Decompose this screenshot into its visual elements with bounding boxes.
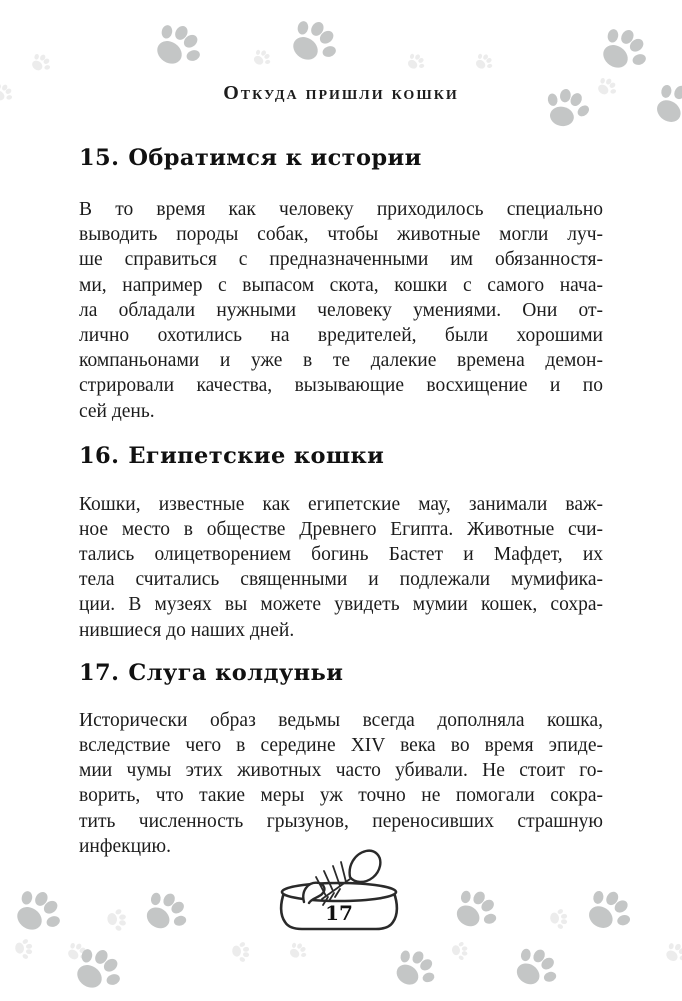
paw-print-icon bbox=[574, 876, 645, 947]
paw-print-icon bbox=[502, 934, 570, 1001]
section-title: Обратимся к истории bbox=[128, 145, 422, 171]
paw-print-icon bbox=[277, 5, 350, 78]
paw-print-icon bbox=[548, 908, 570, 930]
paragraph-line: ции. В музеях вы можете увидеть мумии кошек, сохра- bbox=[79, 594, 603, 616]
paw-print-icon bbox=[1, 875, 74, 948]
paragraph-line: выводить породы собак, чтобы животные могли луч- bbox=[79, 224, 603, 246]
paw-print-icon bbox=[105, 908, 129, 932]
page-number: 17 bbox=[325, 901, 353, 925]
section-heading bbox=[79, 143, 603, 173]
paragraph bbox=[79, 492, 603, 643]
section-15 bbox=[79, 143, 603, 424]
paragraph-line: нившиеся до наших дней. bbox=[79, 619, 295, 641]
paw-print-icon bbox=[284, 937, 312, 965]
paragraph-line: ми, например с выпасом скота, кошки с самого нача- bbox=[79, 274, 603, 296]
paw-print-icon bbox=[25, 47, 56, 78]
running-head: Откуда пришли кошки bbox=[223, 82, 459, 104]
paw-print-icon bbox=[587, 13, 660, 86]
paragraph-line: ное место в обществе Древнего Египта. Животные счи- bbox=[79, 518, 603, 540]
section-number: 15. bbox=[79, 145, 120, 171]
paragraph-line: вследствие чего в середине XIV века во время эпиде- bbox=[79, 735, 603, 756]
paw-print-icon bbox=[383, 937, 448, 1001]
paw-print-icon bbox=[61, 936, 92, 967]
paw-print-icon bbox=[402, 48, 430, 76]
paragraph-line: ше справиться с предназначенными им обязанностя- bbox=[79, 249, 603, 271]
paw-print-icon bbox=[61, 933, 134, 1001]
paragraph-line: лично охотились на вредителей, были хорошими bbox=[79, 324, 603, 346]
paw-print-icon bbox=[141, 9, 214, 82]
paw-print-icon bbox=[248, 44, 276, 72]
paragraph bbox=[79, 197, 603, 424]
section-number: 16. bbox=[79, 442, 120, 469]
cat-bowl-icon bbox=[278, 847, 400, 935]
paragraph-line: мии чумы этих животных часто убивали. Не стоит го- bbox=[79, 760, 603, 782]
paragraph-line: сей день. bbox=[79, 400, 155, 422]
paragraph-line: ворить, что такие меры уж точно не помогали сокра- bbox=[79, 785, 603, 807]
section-heading bbox=[79, 441, 603, 471]
paragraph-line: тела считались священными и подлежали мумифика- bbox=[79, 569, 603, 591]
paw-print-icon bbox=[13, 938, 35, 960]
paragraph-line: Кошки, известные как египетские мау, занимали важ- bbox=[79, 493, 603, 515]
paragraph-line: тить численность грызунов, переносивших страшную bbox=[79, 810, 603, 832]
section-heading bbox=[79, 658, 603, 688]
fish-rib bbox=[341, 862, 346, 882]
paw-print-icon bbox=[132, 878, 200, 946]
paragraph-line: тались олицетворением богинь Бастет и Мафдет, их bbox=[79, 544, 603, 566]
section-17 bbox=[79, 658, 603, 859]
paragraph-line: инфекцию. bbox=[79, 835, 171, 857]
paw-print-icon bbox=[230, 941, 252, 963]
paragraph-line: ла обладали нужными человеку умениями. Они от- bbox=[79, 299, 603, 321]
paragraph bbox=[79, 708, 603, 859]
section-title: Египетские кошки bbox=[128, 442, 385, 469]
paw-print-icon bbox=[442, 876, 510, 944]
paw-print-icon bbox=[450, 941, 470, 961]
fish-head bbox=[350, 851, 381, 882]
section-16 bbox=[79, 441, 603, 643]
page-content bbox=[79, 143, 603, 859]
paragraph-line: В то время как человеку приходилось специально bbox=[79, 199, 603, 220]
paragraph-line: стрировали качества, вызывающие восхищение и по bbox=[79, 375, 603, 397]
paw-print-icon bbox=[659, 936, 682, 970]
paw-print-icon bbox=[642, 70, 682, 141]
section-number: 17. bbox=[79, 659, 120, 686]
paragraph-line: компаньонами и уже в те далекие времена демон- bbox=[79, 350, 603, 372]
paragraph-line: Исторически образ ведьмы всегда дополняла кошка, bbox=[79, 709, 603, 731]
page-footer-ornament bbox=[278, 847, 400, 935]
paw-print-icon bbox=[470, 48, 498, 76]
section-title: Слуга колдуньи bbox=[128, 659, 344, 686]
